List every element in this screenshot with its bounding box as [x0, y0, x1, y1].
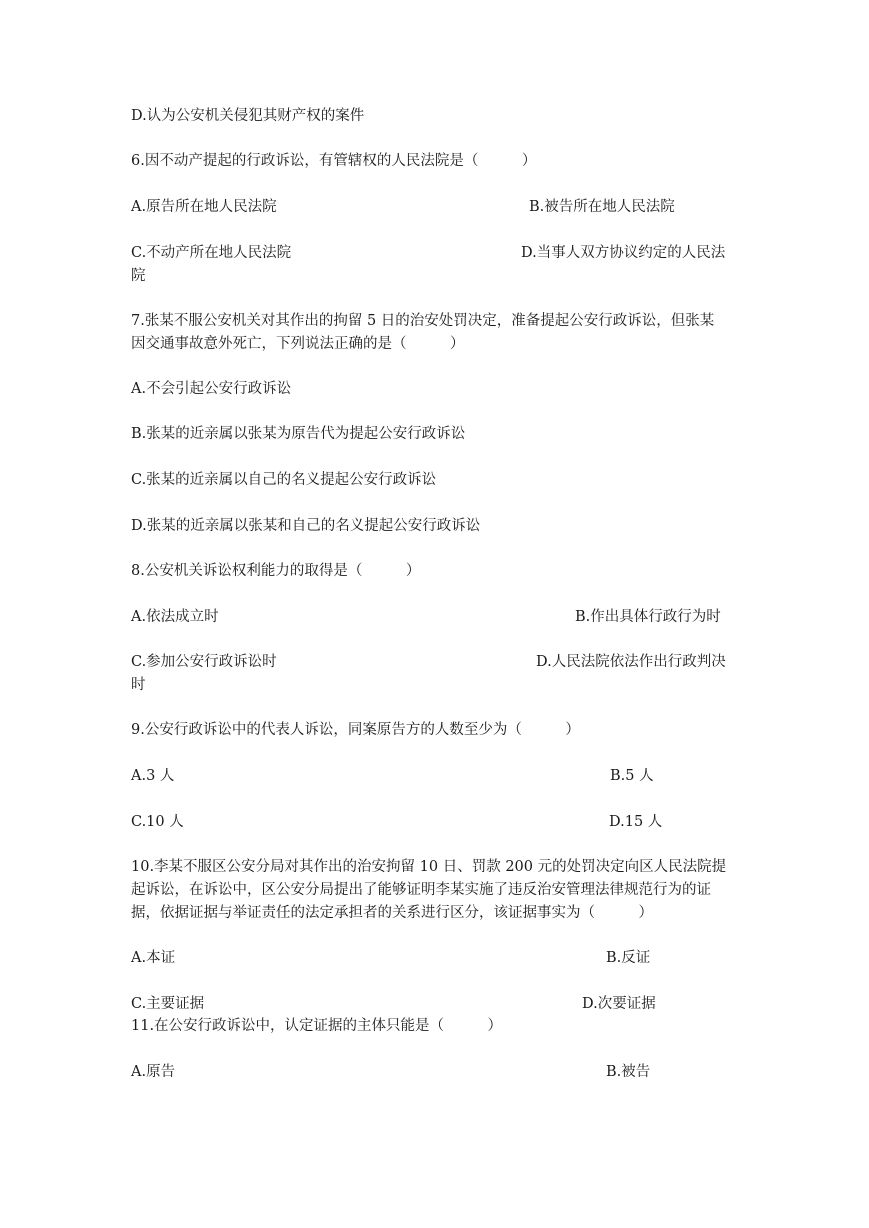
question-7-line-1: 7.张某不服公安机关对其作出的拘留 5 日的治安处罚决定，准备提起公安行政诉讼，但张某	[131, 313, 715, 329]
option-6a: A.原告所在地人民法院	[131, 199, 277, 215]
option-11a: A.原告	[131, 1064, 176, 1080]
question-10-line-1: 10.李某不服区公安分局对其作出的治安拘留 10 日、罚款 200 元的处罚决定向区人民法院提	[131, 859, 727, 875]
question-10-line-3: 据，依据证据与举证责任的法定承担者的关系进行区分，该证据事实为（ ）	[131, 905, 653, 921]
option-8d: D.人民法院依法作出行政判决	[536, 654, 726, 670]
option-7a: A.不会引起公安行政诉讼	[131, 381, 292, 397]
option-6d: D.当事人双方协议约定的人民法	[521, 245, 726, 261]
option-11b: B.被告	[606, 1064, 651, 1080]
option-8a: A.依法成立时	[131, 609, 219, 625]
option-10a: A.本证	[131, 950, 176, 966]
question-6: 6.因不动产提起的行政诉讼，有管辖权的人民法院是（ ）	[131, 153, 537, 169]
option-8d-wrap: 时	[131, 677, 146, 693]
question-8: 8.公安机关诉讼权利能力的取得是（ ）	[131, 563, 421, 579]
option-9c: C.10 人	[131, 814, 184, 830]
option-6b: B.被告所在地人民法院	[529, 199, 675, 215]
option-7c: C.张某的近亲属以自己的名义提起公安行政诉讼	[131, 472, 437, 488]
option-9a: A.3 人	[131, 768, 175, 784]
option-8b: B.作出具体行政行为时	[575, 609, 721, 625]
option-7d: D.张某的近亲属以张某和自己的名义提起公安行政诉讼	[131, 518, 481, 534]
option-6d-wrap: 院	[131, 268, 146, 284]
option-10c: C.主要证据	[131, 996, 205, 1012]
question-11: 11.在公安行政诉讼中，认定证据的主体只能是（ ）	[131, 1018, 503, 1034]
option-8c: C.参加公安行政诉讼时	[131, 654, 277, 670]
question-10-line-2: 起诉讼，在诉讼中，区公安分局提出了能够证明李某实施了违反治安管理法律规范行为的证	[131, 882, 711, 898]
question-9: 9.公安行政诉讼中的代表人诉讼，同案原告方的人数至少为（ ）	[131, 722, 580, 738]
option-10b: B.反证	[606, 950, 651, 966]
option-6c: C.不动产所在地人民法院	[131, 245, 292, 261]
option-10d: D.次要证据	[582, 996, 656, 1012]
option-7b: B.张某的近亲属以张某为原告代为提起公安行政诉讼	[131, 426, 466, 442]
question-7-line-2: 因交通事故意外死亡，下列说法正确的是（ ）	[131, 336, 465, 352]
option-5d: D.认为公安机关侵犯其财产权的案件	[131, 108, 365, 124]
option-9d: D.15 人	[609, 814, 663, 830]
option-9b: B.5 人	[610, 768, 654, 784]
